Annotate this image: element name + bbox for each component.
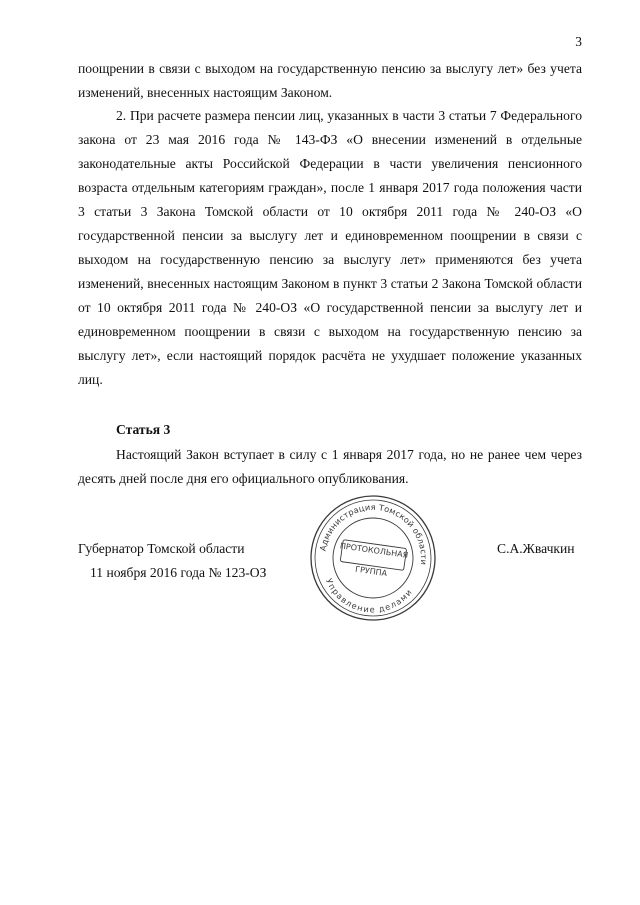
law-date-number: 11 ноября 2016 года № 123-ОЗ xyxy=(90,565,267,580)
signatory-name: С.А.Жвачкин xyxy=(497,541,575,556)
article-3-text: Настоящий Закон вступает в силу с 1 января 2017 года, но не ранее чем через десять дней после дня его официального опубликования. xyxy=(78,447,582,486)
article-3-heading: Статья 3 xyxy=(116,422,171,437)
paragraph-item-2: 2. При расчете размера пенсии лиц, указанных в части 3 статьи 7 Федерального закона от 23 мая 2016 года № 143-ФЗ «О внесении изменений в отдельные законодательные акты Российской Федерации в части увеличения пенсионного возраста отдельным категориям граждан», после 1 января 2017 года положения части 3 статьи 3 Закона Томской области от 10 октября 2011 года № 240-ОЗ «О государственной пенсии за выслугу лет и единовременном поощрении в связи с выходом на государственную пенсию за выслугу лет» применяются без учета изменений, внесенных настоящим Законом в пункт 3 статьи 2 Закона Томской области от 10 октября 2011 года № 240-ОЗ «О государственной пенсии за выслугу лет и единовременном поощрении в связи с выходом на государственную пенсию за выслугу лет», если настоящий порядок расчёта не ухудшает положение указанных лиц. xyxy=(78,108,582,387)
page-number: 3 xyxy=(575,34,582,49)
governor-title: Губернатор Томской области xyxy=(78,541,245,556)
stamp-inner-line-2: ГРУППА xyxy=(354,564,388,579)
stamp-outer-top-text: Администрация Томской области xyxy=(317,501,430,566)
paragraph-continuation: поощрении в связи с выходом на государственную пенсию за выслугу лет» без учета изменений, внесенных настоящим Законом. xyxy=(78,61,582,100)
official-stamp xyxy=(308,493,438,623)
stamp-inner-line-1: ПРОТОКОЛЬНАЯ xyxy=(339,541,409,560)
stamp-outer-bottom-text: Управление делами xyxy=(324,576,414,615)
